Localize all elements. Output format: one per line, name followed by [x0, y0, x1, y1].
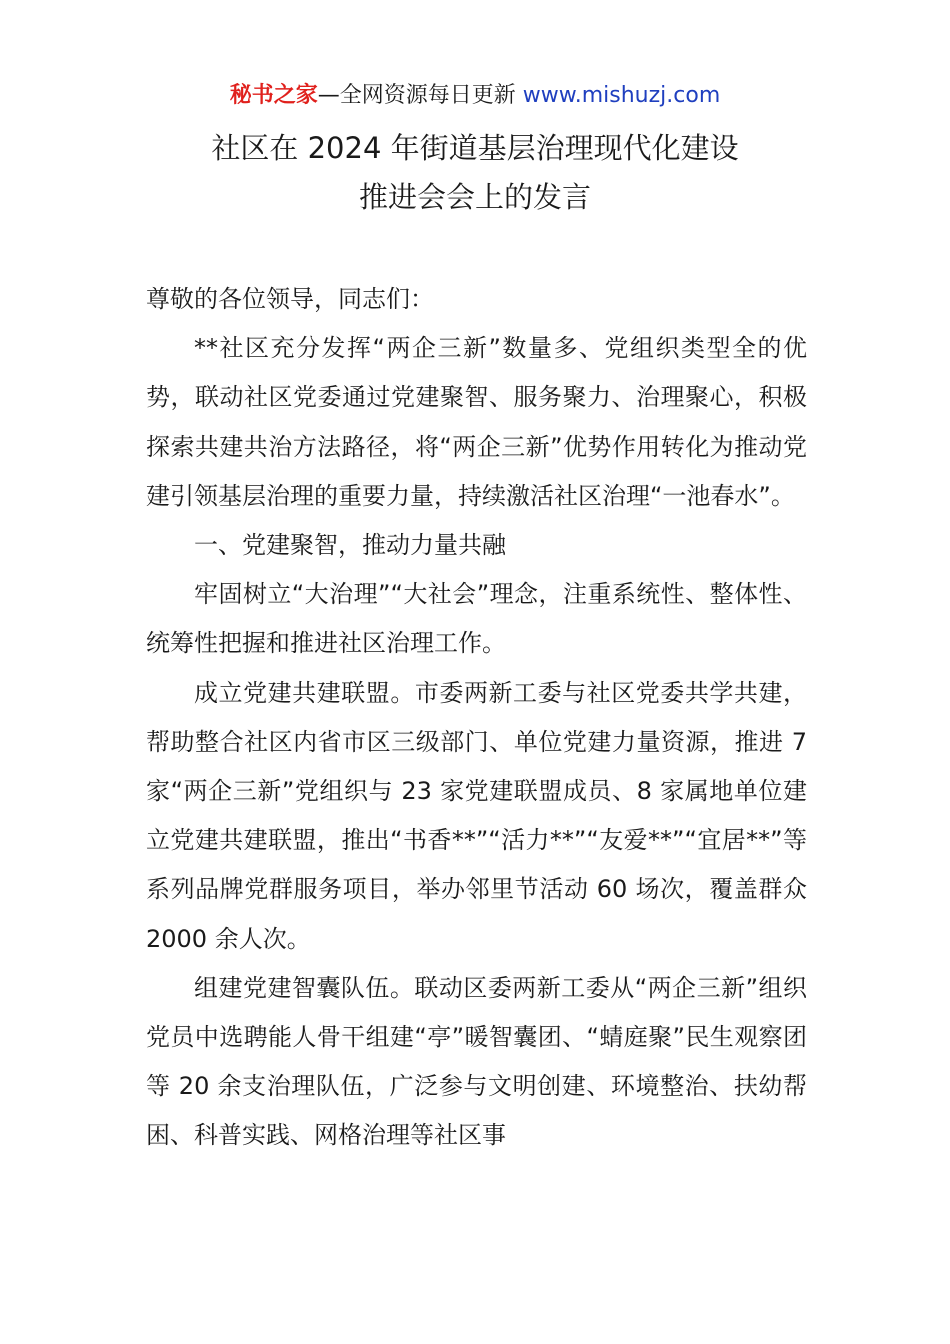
paragraph-section-1-lead: 牢固树立“大治理”“大社会”理念，注重系统性、整体性、统筹性把握和推进社区治理工作。: [146, 580, 807, 658]
paragraph-intro: **社区充分发挥“两企三新”数量多、党组织类型全的优势，联动社区党委通过党建聚智、服务聚力、治理聚心，积极探索共建共治方法路径，将“两企三新”优势作用转化为推动党建引领基层治理的重要力量，持续激活社区治理“一池春水”。: [146, 334, 807, 510]
document-title-line-2: 推进会会上的发言: [358, 180, 591, 214]
section-heading-1: 一、党建聚智，推动力量共融: [194, 531, 506, 560]
document-body: [146, 275, 807, 1161]
site-tagline: —全网资源每日更新: [317, 83, 523, 108]
site-brand: 秘书之家: [229, 83, 318, 108]
paragraph-think-tank: 组建党建智囊队伍。联动区委两新工委从“两企三新”组织党员中选聘能人骨干组建“亭”暖智囊团、“蜻庭聚”民生观察团等 20 余支治理队伍，广泛参与文明创建、环境整治、扶幼帮困、科普实践、网格治理等社区事: [146, 973, 807, 1150]
site-header: [0, 80, 950, 112]
paragraph-alliance: 成立党建共建联盟。市委两新工委与社区党委共学共建，帮助整合社区内省市区三级部门、单位党建力量资源，推进 7 家“两企三新”党组织与 23 家党建联盟成员、8 家属地单位建立党建共建联盟，推出“书香**”“活力**”“友爱**”“宜居**”等系列品牌党群服务项目，举办邻里节活动 60 场次，覆盖群众 2000 余人次。: [146, 678, 807, 953]
document-title-line-1: 社区在 2024 年街道基层治理现代化建设: [211, 131, 739, 165]
salutation: 尊敬的各位领导，同志们：: [146, 285, 434, 313]
site-url-link[interactable]: www.mishuzj.com: [522, 83, 721, 108]
